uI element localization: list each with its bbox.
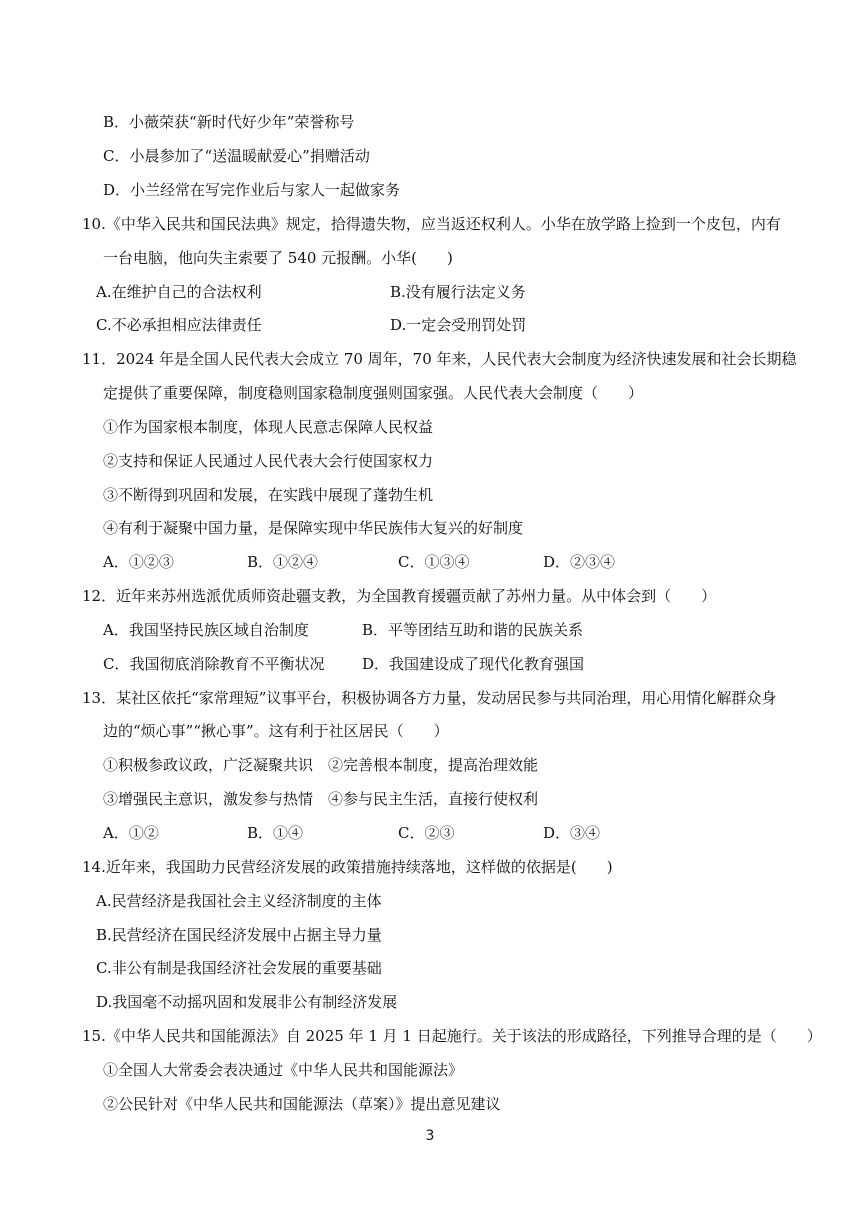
q10-option-c: C.不必承担相应法律责任 xyxy=(96,316,262,334)
q9-option-b: B．小薇荣获“新时代好少年”荣誉称号 xyxy=(103,113,355,131)
q12-option-d: D．我国建设成了现代化教育强国 xyxy=(362,655,585,673)
q13-stem-line1: 13．某社区依托“家常理短”议事平台，积极协调各方力量，发动居民参与共同治理，用心用情化解群众身 xyxy=(82,689,777,707)
q13-statements-12: ①积极参政议政，广泛凝聚共识 ②完善根本制度，提高治理效能 xyxy=(103,756,539,774)
q11-statement-2: ②支持和保证人民通过人民代表大会行使国家权力 xyxy=(103,452,434,470)
q11-option-b: B．①②④ xyxy=(247,553,319,571)
q11-stem-line2: 定提供了重要保障，制度稳则国家稳制度强则国家强。人民代表大会制度（ ） xyxy=(103,384,644,402)
q10-stem-line1: 10.《中华入民共和国民法典》规定，拾得遗失物，应当返还权利人。小华在放学路上捡到一个皮包，内有 xyxy=(82,215,781,233)
q11-option-d: D．②③④ xyxy=(543,553,616,571)
q13-stem-line2: 边的“烦心事”“揪心事”。这有利于社区居民（ ） xyxy=(103,722,449,740)
q12-option-b: B．平等团结互助和谐的民族关系 xyxy=(362,621,584,639)
q11-statement-4: ④有利于凝聚中国力量，是保障实现中华民族伟大复兴的好制度 xyxy=(103,519,524,537)
q9-option-d: D．小兰经常在写完作业后与家人一起做家务 xyxy=(103,181,401,199)
q10-option-a: A.在维护自己的合法权利 xyxy=(96,283,262,301)
q15-statement-2: ②公民针对《中华人民共和国能源法（草案）》提出意见建议 xyxy=(103,1095,501,1113)
q14-option-a: A.民营经济是我国社会主义经济制度的主体 xyxy=(96,892,382,910)
q14-stem: 14.近年来，我国助力民营经济发展的政策措施持续落地，这样做的依据是( ) xyxy=(82,858,613,876)
q13-statements-34: ③增强民主意识，激发参与热情 ④参与民主生活，直接行使权利 xyxy=(103,790,539,808)
q13-option-c: C．②③ xyxy=(398,824,455,842)
q12-stem: 12．近年来苏州选派优质师资赴疆支教，为全国教育援疆贡献了苏州力量。从中体会到（ ） xyxy=(82,587,717,605)
q9-option-c: C．小晨参加了“送温暖献爱心”捐赠活动 xyxy=(103,147,370,165)
q14-option-c: C.非公有制是我国经济社会发展的重要基础 xyxy=(96,959,382,977)
q14-option-d: D.我国毫不动摇巩固和发展非公有制经济发展 xyxy=(96,993,398,1011)
q13-option-a: A．①② xyxy=(103,824,159,842)
q13-option-d: D．③④ xyxy=(543,824,601,842)
q13-option-b: B．①④ xyxy=(247,824,304,842)
page-number: 3 xyxy=(425,1128,435,1144)
q12-option-c: C．我国彻底消除教育不平衡状况 xyxy=(103,655,325,673)
q11-option-c: C．①③④ xyxy=(398,553,470,571)
q11-statement-1: ①作为国家根本制度，体现人民意志保障人民权益 xyxy=(103,418,434,436)
q11-statement-3: ③不断得到巩固和发展，在实践中展现了蓬勃生机 xyxy=(103,486,434,504)
q14-option-b: B.民营经济在国民经济发展中占据主导力量 xyxy=(96,926,382,944)
q15-statement-1: ①全国人大常委会表决通过《中华人民共和国能源法》 xyxy=(103,1061,464,1079)
q10-stem-line2: 一台电脑，他向失主索要了 540 元报酬。小华( ) xyxy=(103,249,453,267)
q10-option-d: D.一定会受刑罚处罚 xyxy=(390,316,527,334)
q11-option-a: A．①②③ xyxy=(103,553,174,571)
q15-stem: 15.《中华人民共和国能源法》自 2025 年 1 月 1 日起施行。关于该法的形成路径，下列推导合理的是（ ） xyxy=(82,1027,822,1045)
q12-option-a: A．我国坚持民族区域自治制度 xyxy=(103,621,309,639)
q10-option-b: B.没有履行法定义务 xyxy=(390,283,526,301)
q11-stem-line1: 11．2024 年是全国人民代表大会成立 70 周年，70 年来，人民代表大会制度为经济快速发展和社会长期稳 xyxy=(82,350,797,368)
